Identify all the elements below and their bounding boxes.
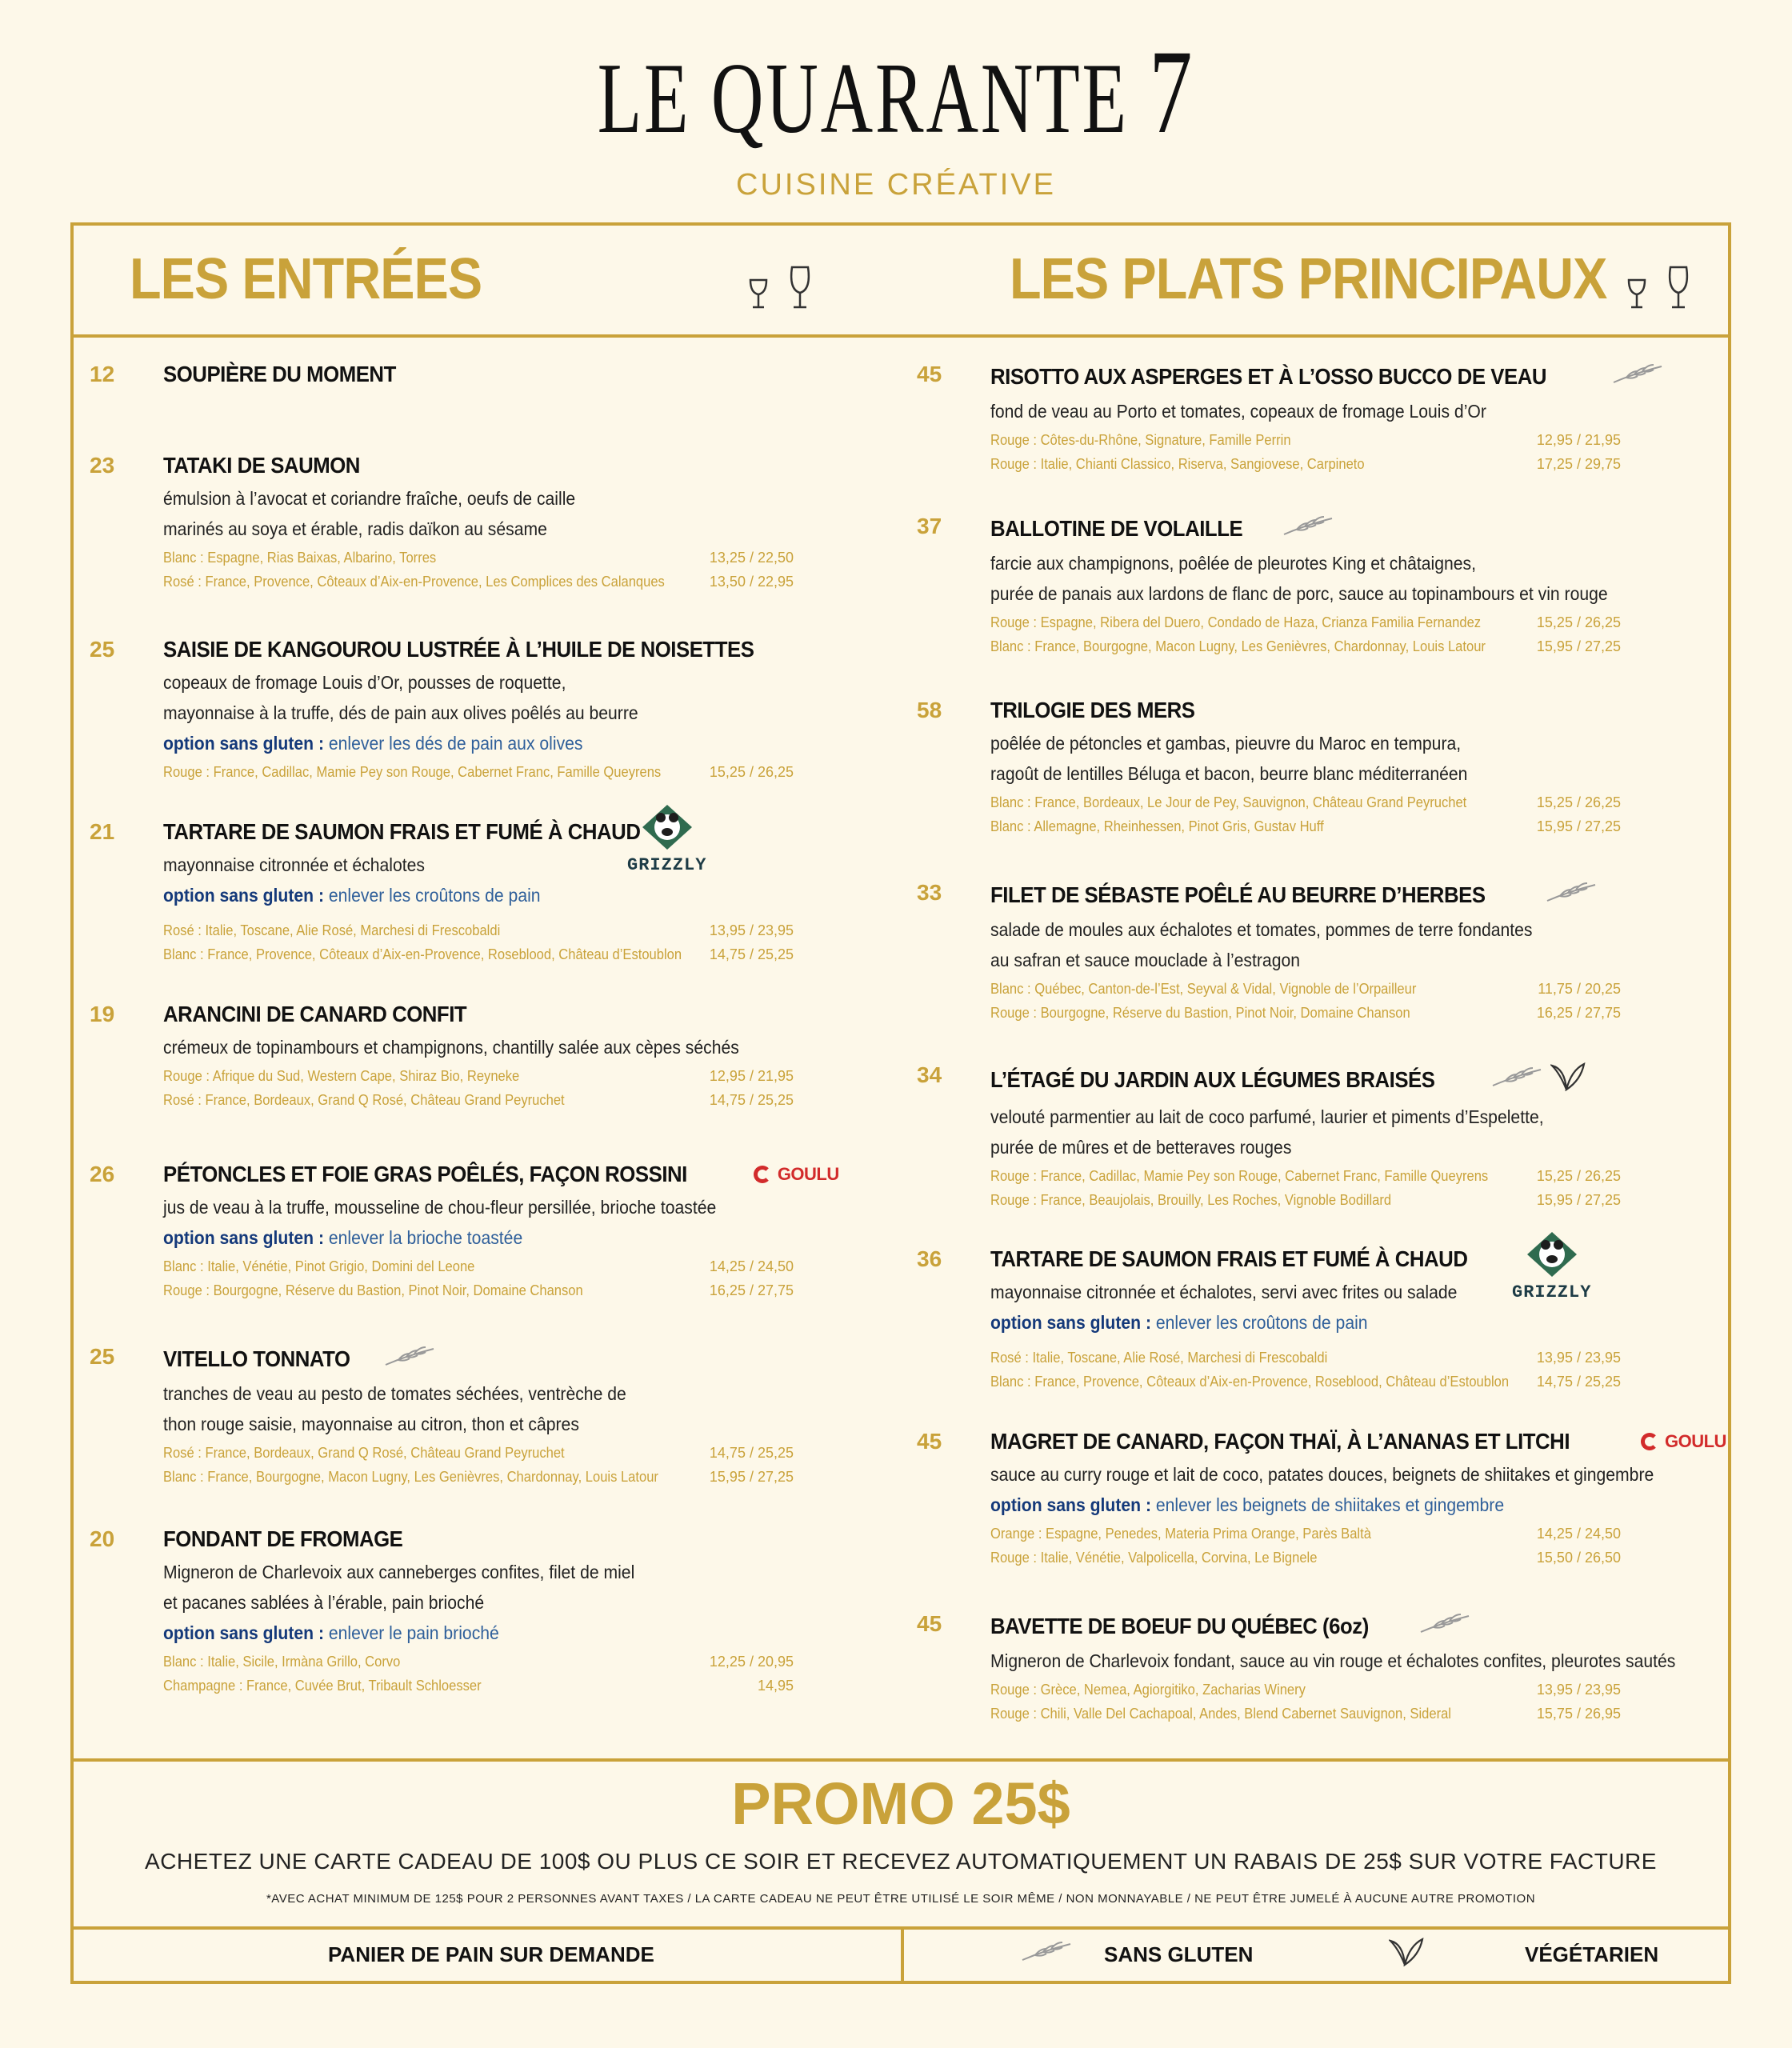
item-body — [990, 362, 1710, 476]
wheat-icon — [1282, 514, 1334, 543]
item-name: TARTARE DE SAUMON FRAIS ET FUMÉ À CHAUD — [990, 1246, 1468, 1271]
item-body — [163, 1344, 883, 1489]
wheat-icon — [1546, 880, 1597, 910]
wine-pairing: Rouge : Côtes-du-Rhône, Signature, Famille Perrin 12,95 / 21,95 — [990, 432, 1621, 448]
promo-fineprint: *AVEC ACHAT MINIMUM DE 125$ POUR 2 PERSONNES AVANT TAXES / LA CARTE CADEAU NE PEUT ÊTRE UTILISÉ LE SOIR MÊME / NON MONNAYABLE / NE PEUT ÊTRE JUMELÉ À AUCUNE AUTRE PROMOTION — [266, 1892, 1536, 1906]
item-price: 25 — [90, 637, 115, 662]
wine-pairing: Rouge : Italie, Vénétie, Valpolicella, Corvina, Le Bignele 15,50 / 26,50 — [990, 1550, 1621, 1566]
wine-pairing: Blanc : Québec, Canton-de-l’Est, Seyval & Vidal, Vignoble de l’Orpailleur 11,75 / 20,25 — [990, 981, 1621, 997]
item-description: poêlée de pétoncles et gambas, pieuvre du Maroc en tempura, ragoût de lentilles Béluga et bacon, beurre blanc méditerranéen — [990, 733, 1468, 784]
promo-title: PROMO 25$ — [731, 1770, 1070, 1837]
grizzly-logo: GRIZZLY — [1512, 1230, 1591, 1302]
item-name: TARTARE DE SAUMON FRAIS ET FUMÉ À CHAUD — [163, 819, 641, 844]
item-name: L’ÉTAGÉ DU JARDIN AUX LÉGUMES BRAISÉS — [990, 1062, 1710, 1097]
item-name: TRILOGIE DES MERS — [990, 698, 1195, 722]
wine-pairing: Blanc : Italie, Sicile, Irmàna Grillo, Corvo 12,25 / 20,95 — [163, 1654, 794, 1670]
entrees-header — [74, 226, 901, 338]
item-description: mayonnaise citronnée et échalotes — [163, 854, 426, 875]
wheat-icon — [384, 1344, 435, 1374]
wine-pairing: Champagne : France, Cuvée Brut, Tribault Schloesser 14,95 — [163, 1678, 794, 1694]
item-body — [990, 514, 1710, 658]
wheat-icon — [1021, 1939, 1072, 1969]
item-description: Migneron de Charlevoix fondant, sauce au vin rouge et échalotes confites, pleurotes sautés — [990, 1650, 1676, 1671]
item-price: 37 — [917, 514, 942, 538]
wine-pairing: Rouge : Espagne, Ribera del Duero, Condado de Haza, Crianza Familia Fernandez 15,25 / 26,25 — [990, 614, 1621, 630]
item-description: émulsion à l’avocat et coriandre fraîche, oeufs de caille marinés au soya et érable, radis daïkon au sésame — [163, 488, 576, 539]
footer — [74, 1926, 1728, 1981]
promo-box — [74, 1758, 1728, 1922]
item-description: farcie aux champignons, poêlée de pleurotes King et châtaignes, purée de panais aux lardons de flanc de porc, sauce au topinambours et vin rouge — [990, 553, 1608, 604]
item-description: jus de veau à la truffe, mousseline de chou-fleur persillée, brioche toastée — [163, 1197, 717, 1218]
item-description: velouté parmentier au lait de coco parfumé, laurier et piments d’Espelette, purée de mûres et de betteraves rouges — [990, 1106, 1544, 1158]
item-name: FILET DE SÉBASTE POÊLÉ AU BEURRE D’HERBES — [990, 880, 1710, 910]
item-name: VITELLO TONNATO — [163, 1344, 883, 1374]
item-name: MAGRET DE CANARD, FAÇON THAÏ, À L’ANANAS ET LITCHI GOULU — [990, 1429, 1726, 1454]
item-description: crémeux de topinambours et champignons, chantilly salée aux cèpes séchés — [163, 1037, 739, 1058]
item-body — [163, 1002, 883, 1112]
wheat-icon — [1612, 362, 1663, 391]
wine-pairing: Rosé : Italie, Toscane, Alie Rosé, Marchesi di Frescobaldi 13,95 / 23,95 — [990, 1350, 1621, 1366]
wheat-icon — [1491, 1065, 1542, 1094]
item-body — [163, 1526, 883, 1698]
wine-glass-icon — [1626, 266, 1706, 318]
plats-title: LES PLATS PRINCIPAUX — [1010, 247, 1607, 311]
item-description: fond de veau au Porto et tomates, copeaux de fromage Louis d’Or — [990, 401, 1486, 422]
item-description: tranches de veau au pesto de tomates séchées, ventrèche de thon rouge saisie, mayonnaise au citron, thon et câpres — [163, 1383, 626, 1434]
wine-pairing: Rouge : Bourgogne, Réserve du Bastion, Pinot Noir, Domaine Chanson 16,25 / 27,75 — [990, 1005, 1621, 1021]
wine-pairing: Blanc : Italie, Vénétie, Pinot Grigio, Domini del Leone 14,25 / 24,50 — [163, 1258, 794, 1274]
goulu-icon — [754, 1166, 771, 1183]
wine-pairing: Rouge : Grèce, Nemea, Agiorgitiko, Zacharias Winery 13,95 / 23,95 — [990, 1682, 1621, 1698]
item-body — [163, 1162, 883, 1302]
item-price: 19 — [90, 1002, 115, 1026]
item-price: 25 — [90, 1344, 115, 1369]
item-name: BAVETTE DE BOEUF DU QUÉBEC (6oz) — [990, 1611, 1710, 1641]
item-description: copeaux de fromage Louis d’Or, pousses de roquette, mayonnaise à la truffe, dés de pain aux olives poêlés au beurre — [163, 672, 638, 723]
wine-pairing: Orange : Espagne, Penedes, Materia Prima Orange, Parès Baltà 14,25 / 24,50 — [990, 1526, 1621, 1542]
gluten-free-option: option sans gluten : enlever le pain brioché — [163, 1622, 499, 1643]
item-price: 33 — [917, 880, 942, 905]
item-name: SAISIE DE KANGOUROU LUSTRÉE À L’HUILE DE NOISETTES — [163, 637, 754, 662]
item-price: 58 — [917, 698, 942, 722]
item-body — [990, 880, 1710, 1025]
goulu-icon — [1641, 1433, 1658, 1450]
item-body — [163, 453, 883, 594]
item-name: PÉTONCLES ET FOIE GRAS POÊLÉS, FAÇON ROSSINI GOULU — [163, 1162, 839, 1186]
wine-pairing: Rosé : France, Provence, Côteaux d’Aix-en-Provence, Les Complices des Calanques 13,50 / 22,95 — [163, 574, 794, 590]
item-name: ARANCINI DE CANARD CONFIT — [163, 1002, 467, 1026]
item-name: TATAKI DE SAUMON — [163, 453, 360, 478]
wine-pairing: Rouge : Italie, Chianti Classico, Riserva, Sangiovese, Carpineto 17,25 / 29,75 — [990, 456, 1621, 472]
leaf-icon — [1550, 1062, 1586, 1097]
item-body — [990, 1429, 1726, 1570]
leaf-icon — [1389, 1938, 1424, 1972]
item-name: RISOTTO AUX ASPERGES ET À L’OSSO BUCCO DE VEAU — [990, 362, 1710, 391]
item-name: SOUPIÈRE DU MOMENT — [163, 362, 396, 386]
item-name: FONDANT DE FROMAGE — [163, 1526, 403, 1551]
wine-pairing: Rouge : France, Cadillac, Mamie Pey son Rouge, Cabernet Franc, Famille Queyrens 15,25 / 26,25 — [990, 1168, 1621, 1184]
bread-note: PANIER DE PAIN SUR DEMANDE — [328, 1942, 654, 1966]
gluten-free-label: SANS GLUTEN — [1104, 1942, 1254, 1966]
wine-pairing: Rosé : France, Bordeaux, Grand Q Rosé, Château Grand Peyruchet 14,75 / 25,25 — [163, 1445, 794, 1461]
gluten-free-option: option sans gluten : enlever les croûtons de pain — [990, 1312, 1368, 1333]
wine-pairing: Blanc : France, Provence, Côteaux d’Aix-en-Provence, Roseblood, Château d’Estoublon 14,75 / 25,25 — [990, 1374, 1621, 1390]
item-name: BALLOTINE DE VOLAILLE — [990, 514, 1710, 543]
entrees-title: LES ENTRÉES — [130, 247, 482, 311]
menu-frame — [70, 222, 1731, 1984]
wine-pairing: Rouge : Bourgogne, Réserve du Bastion, Pinot Noir, Domaine Chanson 16,25 / 27,75 — [163, 1282, 794, 1298]
item-price: 34 — [917, 1062, 942, 1087]
plats-header — [901, 226, 1728, 338]
item-price: 21 — [90, 819, 115, 844]
gluten-free-option: option sans gluten : enlever les croûtons de pain — [163, 885, 541, 906]
item-price: 45 — [917, 362, 942, 386]
item-body — [163, 362, 883, 387]
item-description: sauce au curry rouge et lait de coco, patates douces, beignets de shiitakes et gingembre — [990, 1464, 1654, 1485]
item-price: 45 — [917, 1611, 942, 1636]
gluten-free-option: option sans gluten : enlever les dés de pain aux olives — [163, 733, 583, 754]
wine-pairing: Blanc : France, Bourgogne, Macon Lugny, Les Genièvres, Chardonnay, Louis Latour 15,95 / 27,25 — [163, 1469, 794, 1485]
wine-glass-icon — [747, 266, 827, 318]
promo-text: ACHETEZ UNE CARTE CADEAU DE 100$ OU PLUS CE SOIR ET RECEVEZ AUTOMATIQUEMENT UN RABAIS DE 25$ SUR VOTRE FACTURE — [145, 1849, 1657, 1874]
item-body — [163, 819, 883, 966]
item-price: 23 — [90, 453, 115, 478]
wine-pairing: Blanc : France, Bordeaux, Le Jour de Pey, Sauvignon, Château Grand Peyruchet 15,25 / 26,25 — [990, 794, 1621, 810]
wine-pairing: Rouge : France, Cadillac, Mamie Pey son Rouge, Cabernet Franc, Famille Queyrens 15,25 / 26,25 — [163, 764, 794, 780]
item-body — [990, 1611, 1710, 1726]
item-price: 36 — [917, 1246, 942, 1271]
goulu-logo: GOULU — [754, 1164, 839, 1185]
wine-pairing: Blanc : France, Bourgogne, Macon Lugny, Les Genièvres, Chardonnay, Louis Latour 15,95 / 27,25 — [990, 638, 1621, 654]
header — [0, 26, 1792, 202]
gluten-free-option: option sans gluten : enlever la brioche toastée — [163, 1227, 523, 1248]
wine-pairing: Rouge : Afrique du Sud, Western Cape, Shiraz Bio, Reyneke 12,95 / 21,95 — [163, 1068, 794, 1084]
item-description: salade de moules aux échalotes et tomates, pommes de terre fondantes au safran et sauce mouclade à l’estragon — [990, 919, 1533, 970]
goulu-logo: GOULU — [1641, 1431, 1726, 1452]
wine-pairing: Blanc : Allemagne, Rheinhessen, Pinot Gris, Gustav Huff 15,95 / 27,25 — [990, 818, 1621, 834]
wine-pairing: Blanc : Espagne, Rias Baixas, Albarino, Torres 13,25 / 22,50 — [163, 550, 794, 566]
subtitle: CUISINE CRÉATIVE — [736, 168, 1056, 202]
wine-pairing: Rosé : France, Bordeaux, Grand Q Rosé, Château Grand Peyruchet 14,75 / 25,25 — [163, 1092, 794, 1108]
item-price: 26 — [90, 1162, 115, 1186]
grizzly-logo: GRIZZLY — [627, 803, 706, 875]
item-body — [990, 1246, 1710, 1394]
footer-divider — [901, 1930, 904, 1981]
vegetarian-label: VÉGÉTARIEN — [1525, 1942, 1659, 1966]
item-price: 12 — [90, 362, 115, 386]
wheat-icon — [1419, 1611, 1470, 1641]
item-body — [163, 637, 883, 784]
wine-pairing: Rouge : France, Beaujolais, Brouilly, Les Roches, Vignoble Bodillard 15,95 / 27,25 — [990, 1192, 1621, 1208]
item-price: 20 — [90, 1526, 115, 1551]
wine-pairing: Rosé : Italie, Toscane, Alie Rosé, Marchesi di Frescobaldi 13,95 / 23,95 — [163, 922, 794, 938]
wine-pairing: Blanc : France, Provence, Côteaux d’Aix-en-Provence, Roseblood, Château d’Estoublon 14,75 / 25,25 — [163, 946, 794, 962]
item-price: 45 — [917, 1429, 942, 1454]
logo: LE QUARANTE 7 — [597, 26, 1195, 158]
item-body — [990, 698, 1710, 838]
item-description: Migneron de Charlevoix aux canneberges confites, filet de miel et pacanes sablées à l’érable, pain brioché — [163, 1562, 635, 1613]
item-body — [990, 1062, 1710, 1212]
item-description: mayonnaise citronnée et échalotes, servi avec frites ou salade — [990, 1282, 1458, 1302]
wine-pairing: Rouge : Chili, Valle Del Cachapoal, Andes, Blend Cabernet Sauvignon, Sideral 15,75 / 26,95 — [990, 1706, 1621, 1722]
gluten-free-option: option sans gluten : enlever les beignets de shiitakes et gingembre — [990, 1494, 1505, 1515]
